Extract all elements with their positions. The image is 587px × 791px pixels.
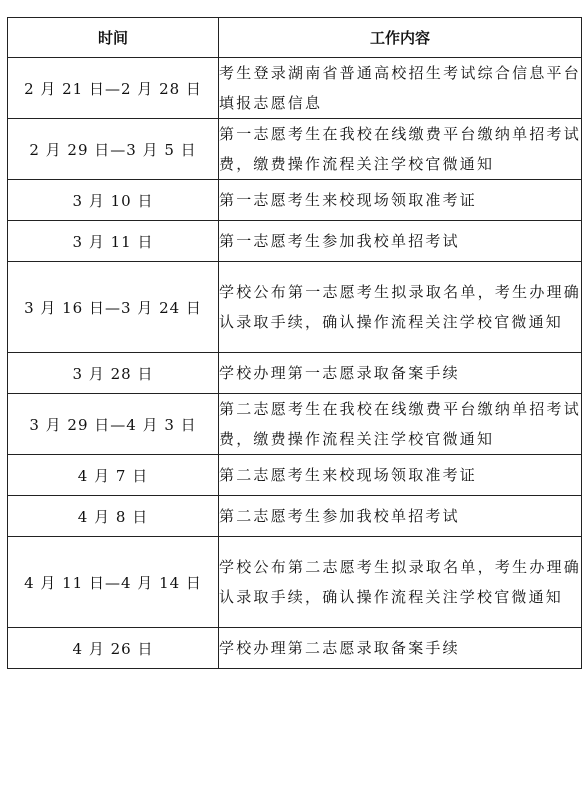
table-row [8,58,582,119]
task-cell: 第一志愿考生参加我校单招考试 [219,221,582,262]
table-row [8,394,582,455]
task-cell: 学校公布第一志愿考生拟录取名单，考生办理确认录取手续，确认操作流程关注学校官微通知 [219,262,582,353]
date-cell: 4 月 11 日—4 月 14 日 [8,537,219,628]
date-cell: 2 月 29 日—3 月 5 日 [8,119,219,180]
date-cell: 3 月 28 日 [8,353,219,394]
date-cell: 4 月 26 日 [8,628,219,669]
date-cell: 3 月 16 日—3 月 24 日 [8,262,219,353]
table-row [8,537,582,628]
table-row [8,353,582,394]
task-cell: 第一志愿考生来校现场领取准考证 [219,180,582,221]
table-row [8,119,582,180]
table-row [8,262,582,353]
date-cell: 2 月 21 日—2 月 28 日 [8,58,219,119]
header-date: 时间 [8,18,219,58]
table-row [8,628,582,669]
task-cell: 学校办理第二志愿录取备案手续 [219,628,582,669]
date-cell: 3 月 29 日—4 月 3 日 [8,394,219,455]
task-cell: 学校公布第二志愿考生拟录取名单，考生办理确认录取手续，确认操作流程关注学校官微通知 [219,537,582,628]
task-cell: 第一志愿考生在我校在线缴费平台缴纳单招考试费，缴费操作流程关注学校官微通知 [219,119,582,180]
date-cell: 4 月 8 日 [8,496,219,537]
table-row [8,496,582,537]
table-row [8,455,582,496]
table-header-row [8,18,582,58]
table-row [8,180,582,221]
schedule-table [7,17,582,669]
task-cell: 学校办理第一志愿录取备案手续 [219,353,582,394]
date-cell: 3 月 11 日 [8,221,219,262]
task-cell: 第二志愿考生来校现场领取准考证 [219,455,582,496]
task-cell: 考生登录湖南省普通高校招生考试综合信息平台填报志愿信息 [219,58,582,119]
date-cell: 4 月 7 日 [8,455,219,496]
header-task: 工作内容 [219,18,582,58]
task-cell: 第二志愿考生在我校在线缴费平台缴纳单招考试费，缴费操作流程关注学校官微通知 [219,394,582,455]
task-cell: 第二志愿考生参加我校单招考试 [219,496,582,537]
date-cell: 3 月 10 日 [8,180,219,221]
table-row [8,221,582,262]
